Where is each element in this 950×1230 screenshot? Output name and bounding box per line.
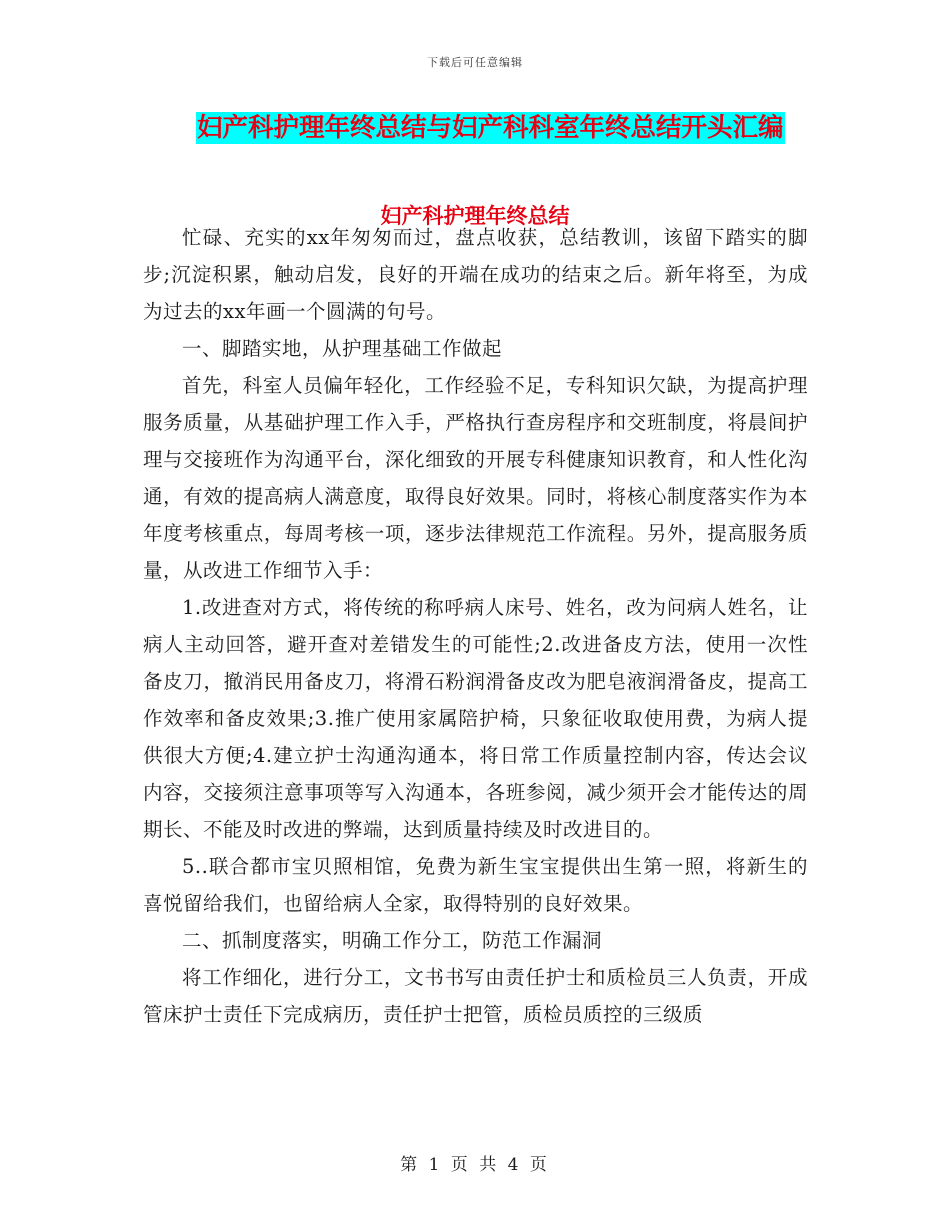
paragraph: 5..联合都市宝贝照相馆，免费为新生宝宝提供出生第一照，将新生的喜悦留给我们，也留给病人全家，取得特别的良好效果。 <box>143 855 808 915</box>
paragraph: 将工作细化，进行分工，文书书写由责任护士和质检员三人负责，开成管床护士责任下完成病历，责任护士把管，质检员质控的三级质 <box>143 966 808 1026</box>
header-note: 下载后可任意编辑 <box>427 56 523 69</box>
paragraph: 1.改进查对方式，将传统的称呼病人床号、姓名，改为问病人姓名，让病人主动回答，避开查对差错发生的可能性;2.改进备皮方法，使用一次性备皮刀，撤消民用备皮刀，将滑石粉润滑备皮改为肥皂液润滑备皮，提高工作效率和备皮效果;3.推广使用家属陪护椅，只象征收取使用费，为病人提供很大方便;4.建立护士沟通沟通本，将日常工作质量控制内容，传达会议内容，交接须注意事项等写入沟通本，各班参阅，减少须开会才能传达的周期长、不能及时改进的弊端，达到质量持续及时改进目的。 <box>143 596 808 841</box>
heading-paragraph: 一、脚踏实地，从护理基础工作做起 <box>182 337 503 360</box>
heading-paragraph: 二、抓制度落实，明确工作分工，防范工作漏洞 <box>182 929 603 952</box>
page-footer: 第 1 页 共 4 页 <box>400 1155 550 1175</box>
paragraph: 忙碌、充实的xx年匆匆而过，盘点收获，总结教训，该留下踏实的脚步;沉淀积累，触动启发，良好的开端在成功的结束之后。新年将至，为成为过去的xx年画一个圆满的句号。 <box>143 226 808 323</box>
paragraph: 首先，科室人员偏年轻化，工作经验不足，专科知识欠缺，为提高护理服务质量，从基础护理工作入手，严格执行查房程序和交班制度，将晨间护理与交接班作为沟通平台，深化细致的开展专科健康知识教育，和人性化沟通，有效的提高病人满意度，取得良好效果。同时，将核心制度落实作为本年度考核重点，每周考核一项，逐步法律规范工作流程。另外，提高服务质量，从改进工作细节入手： <box>143 374 808 582</box>
document-body <box>143 219 808 1033</box>
section-title: 妇产科护理年终总结 <box>380 203 570 228</box>
document-title: 妇产科护理年终总结与妇产科科室年终总结开头汇编 <box>197 113 784 143</box>
